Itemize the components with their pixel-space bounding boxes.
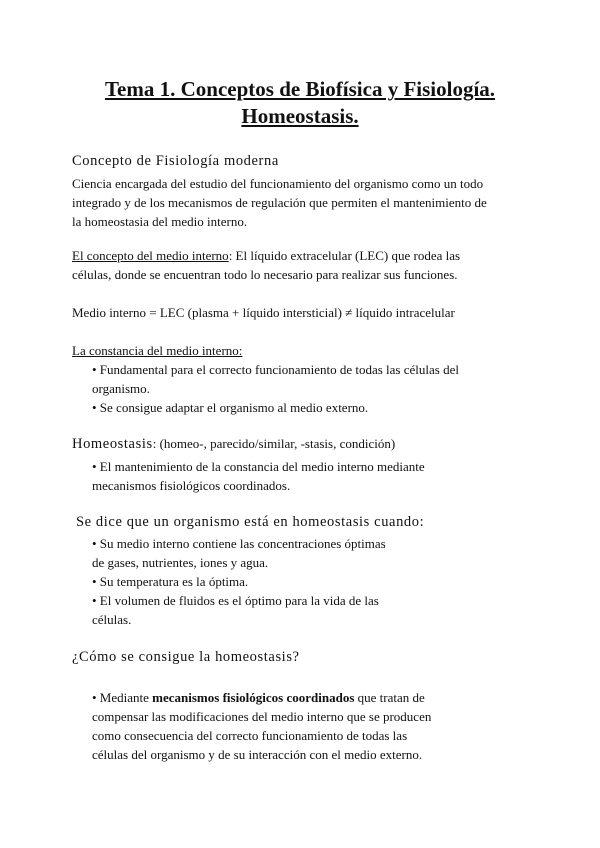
constancia-bullet-1-line-2: organismo. [92,381,150,396]
fisiologia-definition [72,174,487,231]
heading-condiciones: Se dice que un organismo está en homeostasis cuando: [76,514,425,530]
constancia-bullet-2: • Se consigue adaptar el organismo al medio externo. [92,400,369,415]
como-line-4: células del organismo y de su interacción con el medio externo. [92,747,423,762]
heading-fisiologia: Concepto de Fisiología moderna [72,153,279,169]
como-bullet-emphasis: mecanismos fisiológicos coordinados [152,690,355,705]
constancia-label: La constancia del medio interno: [72,343,243,358]
medio-interno-label: El concepto del medio interno [72,248,229,263]
condicion-line-2: de gases, nutrientes, iones y agua. [92,555,269,570]
medio-interno-line-1 [72,246,460,265]
equation-line: Medio interno = LEC (plasma + líquido intersticial) ≠ líquido intracelular [72,305,455,320]
condicion-line-1: • Su medio interno contiene las concentraciones óptimas [92,536,386,551]
condicion-line-3: • Su temperatura es la óptima. [92,574,249,589]
medio-interno-definition: : El líquido extracelular (LEC) que rodea las [228,248,461,263]
fisiologia-line-2: integrado y de los mecanismos de regulación que permiten el mantenimiento de [72,195,487,210]
homeostasis-etymology: : (homeo-, parecido/similar, -stasis, condición) [152,436,396,451]
como-bullet-prefix: • Mediante [92,690,153,705]
homeostasis-bullet-line-2: mecanismos fisiológicos coordinados. [92,478,291,493]
page-title [0,76,600,130]
fisiologia-line-1: Ciencia encargada del estudio del funcionamiento del organismo como un todo [72,176,484,191]
medio-interno-paragraph [72,246,460,284]
como-line-2: compensar las modificaciones del medio interno que se producen [92,709,432,724]
heading-homeostasis [72,436,395,453]
como-line-3: como consecuencia del correcto funcionamiento de todas las [92,728,408,743]
homeostasis-word: Homeostasis [72,436,153,452]
constancia-bullet-1-line-1: • Fundamental para el correcto funcionamiento de todas las células del [92,362,459,377]
title-line-2: Homeostasis. [241,104,359,128]
como-bullet-line-1 [92,688,425,707]
condicion-line-4: • El volumen de fluidos es el óptimo para la vida de las [92,593,379,608]
medio-interno-line-2: células, donde se encuentran todo lo necesario para realizar sus funciones. [72,267,458,282]
como-bullet-rest: que tratan de [354,690,425,705]
homeostasis-bullet-line-1: • El mantenimiento de la constancia del medio interno mediante [92,459,425,474]
fisiologia-line-3: la homeostasia del medio interno. [72,214,248,229]
title-line-1: Tema 1. Conceptos de Biofísica y Fisiología. [104,77,496,101]
heading-como: ¿Cómo se consigue la homeostasis? [72,649,300,665]
condicion-line-5: células. [92,612,132,627]
